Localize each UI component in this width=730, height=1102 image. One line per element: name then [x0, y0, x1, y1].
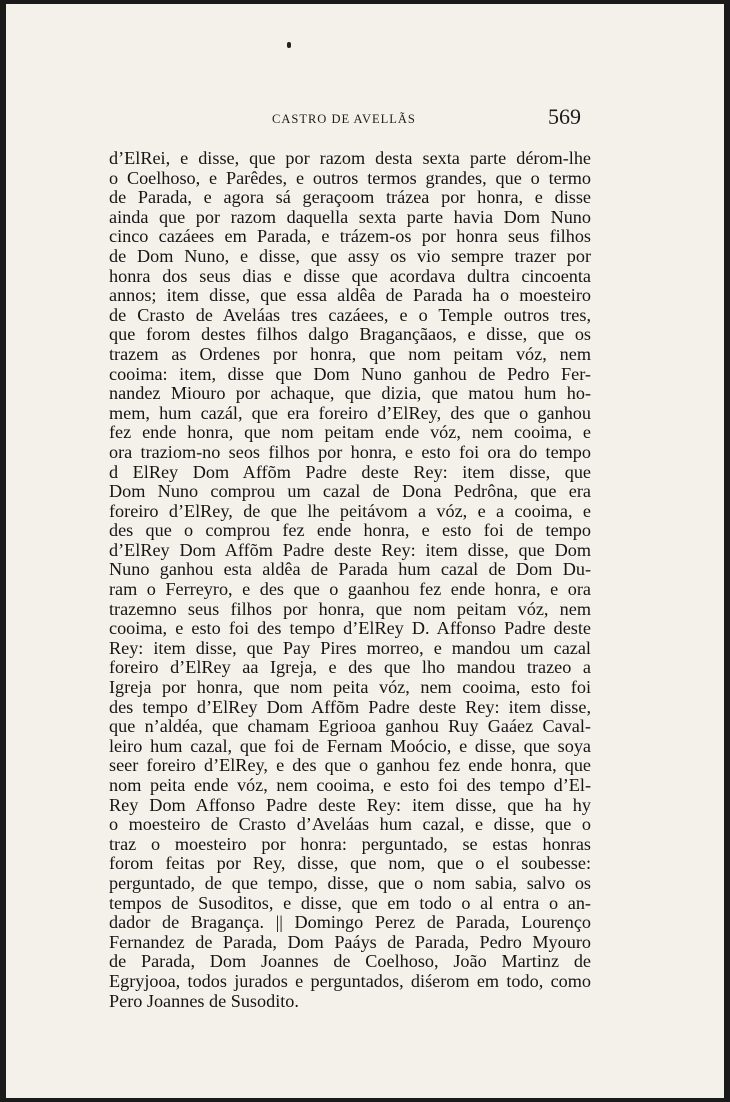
text-line: de Parada, Dom Joannes de Coelhoso, João Martinz de — [109, 951, 591, 972]
text-line: Nuno ganhou esta aldêa de Parada hum cazal de Dom Du- — [109, 559, 591, 580]
text-line: de Crasto de Aveláas tres cazáees, e o Temple outros tres, — [109, 304, 591, 325]
text-line: d’ElRei, e disse, que por razom desta sexta parte dérom-lhe — [109, 148, 591, 168]
text-line: Fernandez de Parada, Dom Paáys de Parada, Pedro Myouro — [109, 931, 591, 952]
text-line: foreiro d’ElRey, de que lhe peitávom a vóz, e a cooima, e — [109, 500, 591, 521]
text-line: d ElRey Dom Affõm Padre deste Rey: item disse, que — [109, 461, 591, 482]
text-line: de Dom Nuno, e disse, que assy os vio sempre trazer por — [109, 245, 591, 266]
book-page — [6, 4, 724, 1098]
text-line: Rey: item disse, que Pay Pires morreo, e mandou um cazal — [109, 637, 591, 658]
text-line: forom feitas por Rey, disse, que nom, que o el soubesse: — [109, 853, 591, 874]
text-line: fez ende honra, que nom peitam ende vóz, nem cooima, e — [109, 422, 591, 443]
body-text — [109, 149, 591, 1011]
text-line: honra dos seus dias e disse que acordava dultra cincoenta — [109, 265, 591, 286]
text-line: ainda que por razom daquella sexta parte havia Dom Nuno — [109, 206, 591, 227]
text-line: Igreja por honra, que nom peita vóz, nem cooima, esto foi — [109, 677, 591, 698]
text-line: que n’aldéa, que chamam Egriooa ganhou Ruy Gaáez Caval- — [109, 716, 591, 737]
running-head — [6, 104, 724, 129]
text-line: tempos de Susoditos, e disse, que em todo o al entra o an- — [109, 892, 591, 913]
text-line: des tempo d’ElRey Dom Affõm Padre deste Rey: item disse, — [109, 696, 591, 717]
printer-mark — [287, 42, 291, 48]
text-line: d’ElRey Dom Affõm Padre deste Rey: item disse, que Dom — [109, 539, 591, 560]
text-line: trazem as Ordenes por honra, que nom peitam vóz, nem — [109, 343, 591, 364]
text-line: nom peita ende vóz, nem cooima, e esto foi des tempo d’El- — [109, 775, 591, 795]
text-line: o moesteiro de Crasto d’Aveláas hum cazal, e disse, que o — [109, 814, 591, 835]
text-line: leiro hum cazal, que foi de Fernam Moócio, e disse, que soya — [109, 735, 591, 756]
text-line: de Parada, e agora sá geraçoom trázea por honra, e disse — [109, 187, 591, 208]
text-line: dador de Bragança. || Domingo Perez de Parada, Lourenço — [109, 912, 591, 933]
text-line: Dom Nuno comprou um cazal de Dona Pedrôna, que era — [109, 481, 591, 502]
text-line: que forom destes filhos dalgo Bragançãaos, e disse, que os — [109, 324, 591, 345]
running-title: CASTRO DE AVELLÃS — [272, 112, 416, 126]
text-line: Egryjooa, todos jurados e perguntados, diśerom em todo, como — [109, 970, 591, 991]
text-line: ram o Ferreyro, e des que o gaanhou fez ende honra, e ora — [109, 579, 591, 600]
text-line: ora traziom-no seos filhos por honra, e esto foi ora do tempo — [109, 441, 591, 462]
text-line: Rey Dom Affonso Padre deste Rey: item disse, que ha hy — [109, 794, 591, 815]
text-line: cinco cazáees em Parada, e trázem-os por honra seus filhos — [109, 226, 591, 247]
text-line: perguntado, de que tempo, disse, que o nom sabia, salvo os — [109, 872, 591, 893]
text-line: foreiro d’ElRey aa Igreja, e des que lho mandou trazeo a — [109, 657, 591, 678]
text-line: o Coelhoso, e Parêdes, e outros termos grandes, que o termo — [109, 167, 591, 188]
text-line-last: Pero Joannes de Susodito. — [109, 990, 299, 1011]
page-number: 569 — [548, 104, 581, 129]
text-line: traz o moesteiro por honra: perguntado, se estas honras — [109, 833, 591, 854]
text-line: cooima, e esto foi des tempo d’ElRey D. Affonso Padre deste — [109, 618, 591, 639]
text-line: trazemno seus filhos por honra, que nom peitam vóz, nem — [109, 598, 591, 619]
text-line: mem, hum cazál, que era foreiro d’ElRey, des que o ganhou — [109, 402, 591, 423]
text-line: nandez Miouro por achaque, que dizia, que matou hum ho- — [109, 383, 591, 404]
text-line: annos; item disse, que essa aldêa de Parada ha o moesteiro — [109, 285, 591, 306]
text-line: cooima: item, disse que Dom Nuno ganhou de Pedro Fer- — [109, 363, 591, 384]
text-line: seer foreiro d’ElRey, e des que o ganhou fez ende honra, que — [109, 755, 591, 776]
text-line: des que o comprou fez ende honra, e esto foi de tempo — [109, 520, 591, 541]
